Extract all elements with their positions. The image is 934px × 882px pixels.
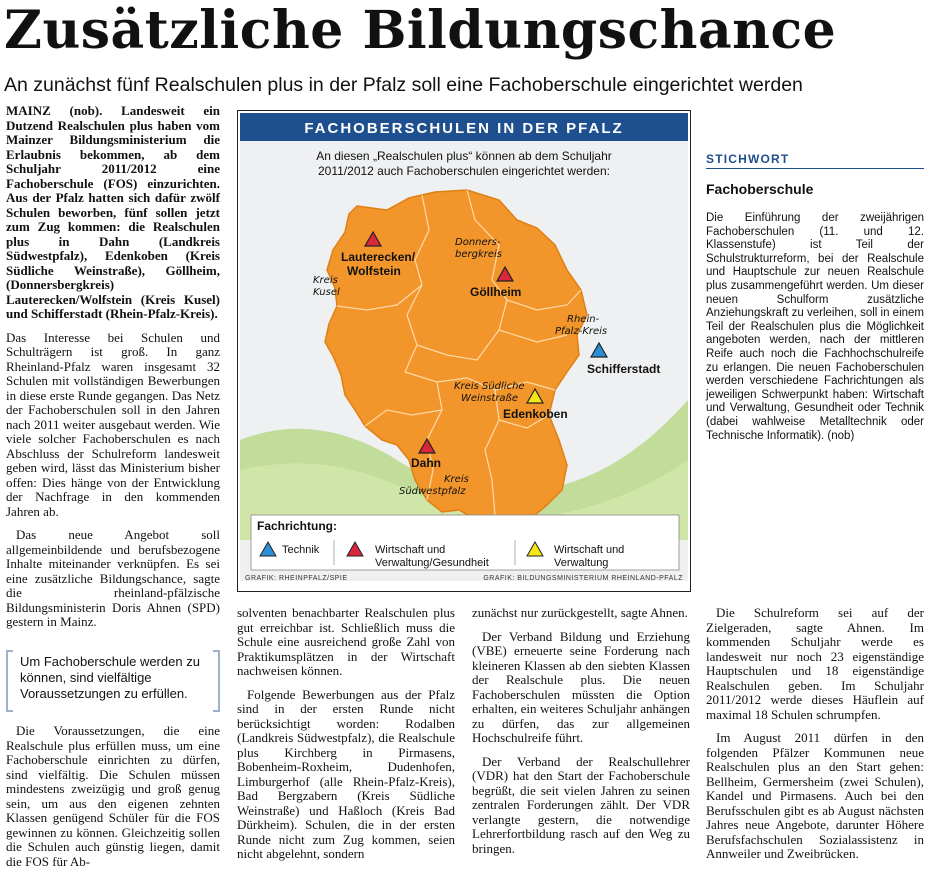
paragraph: zunächst nur zurückgestellt, sagte Ahnen. [472, 605, 688, 620]
paragraph: Folgende Bewerbungen aus der Pfalz sind in der ersten Runde nicht berücksichtigt worden: Rodalben (Landkreis Südwestpfalz), die Realschule plus Kirchberg in Pirmasens, Bobenheim-Roxheim, Dudenhofen, Limburgerhof (alle Rhein-Pfalz-Kreis), Bad Bergzabern (Kreis Südliche Weinstraße) und Haßloch (Kreis Bad Dürkheim). Schulen, die in der ersten Runde nicht zum Zug kommen, seien nicht abgelehnt, sondern [237, 686, 455, 861]
legend-technik-label: Technik [282, 544, 320, 556]
legend-wirtschaft-technik-label-2: Verwaltung [554, 557, 609, 569]
legend-wirtschaft-label-2: Verwaltung/Gesundheit [375, 557, 489, 569]
paragraph: Im August 2011 dürfen in den folgenden Pfälzer Kommunen neue Realschulen plus an den Start gehen: Bellheim, Germersheim (zwei Schulen), Kandel und Pirmasens. Auch bei den Berufsschulen gibt es ab August nächsten Jahres neue Angebote, darunter Höhere Berufsfachschulen Sozialassistenz in Annweiler und Zweibrücken. [706, 730, 924, 861]
stichwort-title: Fachoberschule [706, 181, 814, 197]
subheadline: An zunächst fünf Realschulen plus in der Pfalz soll eine Fachoberschule eingerichtet werden [4, 74, 803, 96]
stichwort-label: STICHWORT [706, 152, 790, 166]
paragraph: Das neue Angebot soll allgemeinbildende und berufsbezogene Inhalte miteinander verknüpfen. Es sei eine zusätzliche Bildungschance, sagte die rheinland-pfälzische Bildungsministerin Doris Ahnen (SPD) gestern in Mainz. [6, 527, 220, 629]
district-label-rheinpfalz: Rhein- [567, 314, 600, 325]
district-label-suedwest-2: Südwestpfalz [399, 486, 466, 497]
district-label-kusel-2: Kusel [313, 287, 340, 298]
lead-paragraph [6, 104, 220, 322]
school-label-wolfstein: Wolfstein [347, 264, 401, 278]
school-label-lauterecken: Lauterecken/ [341, 250, 416, 264]
map-svg [237, 110, 691, 592]
paragraph: Der Verband der Realschullehrer (VDR) hat den Start der Fachoberschule begrüßt, die seit vielen Jahren zu seinen zentralen Forderungen zählt. Der VDR verlangte gestern, die notwendige Lehrerfortbildung rasch auf den Weg zu bringen. [472, 753, 690, 856]
district-label-rheinpfalz-2: Pfalz-Kreis [555, 326, 608, 337]
quote-bracket-right [213, 650, 220, 712]
paragraph: Das Interesse bei Schulen und Schulträgern ist groß. In ganz Rheinland-Pfalz waren insgesamt 32 Schulen mit vollständigen Bewerbungen in diese erste Runde gegangen. Das Netz der Fachoberschulen soll in den Jahren nach 2011 weiter ausgebaut werden. Wie viele solcher Fachoberschulen es nach Abschluss der Schulreform landesweit geben wird, lässt das Ministerium bisher offen: Dies hänge von der Entwicklung der Nachfrage in den kommenden Jahren ab. [6, 329, 220, 519]
legend-wirtschaft-technik-label-1: Wirtschaft und [554, 544, 625, 556]
paragraph: Die Voraussetzungen, die eine Realschule plus erfüllen muss, um eine Fachoberschule einrichten zu dürfen, sind vielfältig. Die Schulen müssen mindestens zweizügig und groß genug sein, um aus den eigenen zehnten Klassen genügend Schüler für die FOS gewinnen zu können. Gleichzeitig sollen die Schulen auch günstig liegen, damit die FOS für Ab- [6, 723, 220, 869]
article-column-1-continued [6, 724, 220, 878]
district-label-suedliche: Kreis Südliche [454, 381, 525, 392]
credit-right: GRAFIK: BILDUNGSMINISTERIUM RHEINLAND-PFALZ [483, 575, 683, 582]
graphic-title: FACHOBERSCHULEN IN DER PFALZ [304, 120, 624, 137]
article-column-2 [237, 606, 455, 871]
map-graphic [237, 110, 691, 592]
paragraph: solventen benachbarter Realschulen plus gut erreichbar ist. Schließlich muss die Schule eine ausreichend große Zahl von Praktikumsplätzen in der Wirtschaft nachweisen können. [237, 605, 455, 678]
dateline: MAINZ [6, 103, 51, 118]
article-column-4 [706, 606, 924, 871]
district-label-donnersberg: Donners- [455, 237, 501, 248]
article-column-3 [472, 606, 690, 865]
school-label-dahn: Dahn [411, 456, 441, 470]
headline: Zusätzliche Bildungschance [4, 0, 837, 61]
paragraph: Der Verband Bildung und Erziehung (VBE) erneuerte seine Forderung nach kleineren Klassen ab den siebten Klassen der Realschule plus. Die neuen Fachoberschulen müssten die Option erhalten, ein weiteres Schuljahr anhängen zu dürfen, das zur allgemeinen Hochschulreife führt. [472, 628, 690, 745]
pull-quote [6, 650, 220, 712]
legend-heading: Fachrichtung: [257, 519, 337, 533]
paragraph: Die Schulreform sei auf der Zielgeraden, sagte Ahnen. Im kommenden Schuljahr werde es landesweit nur noch 23 eigenständige Hauptschulen und 18 eigenständige Realschulen geben. Im Schuljahr 2011/2012 werde dieses Häuflein auf maximal 18 Schulen schrumpfen. [706, 605, 924, 722]
quote-bracket-left [6, 650, 13, 712]
school-label-edenkoben: Edenkoben [503, 407, 568, 421]
district-label-suedwest: Kreis [444, 474, 469, 485]
legend-wirtschaft-label-1: Wirtschaft und [375, 544, 446, 556]
district-label-suedliche-2: Weinstraße [461, 393, 518, 404]
stichwort-text: Die Einführung der zweijährigen Fachoberschulen (11. und 12. Klassenstufe) ist Teil der Schulstrukturreform, bei der Realschule und Hauptschule zur neuen Realschule plus zusammengeführt werden. Um dieser neuen Schulform zusätzliche Anziehungskraft zu verleihen, soll in einem Teil der Realschulen plus die Möglichkeit angeboten werden, nach der mittleren Reife auch noch die Fachhochschulreife zu erlangen. Die neuen Fachoberschulen werden verschiedene Fachrichtungen als jeweiligen Schwerpunkt haben: Wirtschaft und Verwaltung, Gesundheit oder Technik (dabei wahlweise Metalltechnik oder Technische Informatik). (nob) [706, 212, 924, 442]
district-label-kusel: Kreis [313, 275, 338, 286]
lead-text: (nob). Landesweit ein Dutzend Realschulen plus haben vom Mainzer Bildungsministerium die Erlaubnis bekommen, ab dem Schuljahr 2011/2012 eine Fachoberschule (FOS) einzurichten. Aus der Pfalz hatten sich dafür zwölf Schulen beworben, fünf sollen jetzt zum Zug kommen: die Realschulen plus in Dahn (Landkreis Südwestpfalz), Edenkoben (Kreis Südliche Weinstraße), Göllheim, (Donnersbergkreis) Lauterecken/Wolfstein (Kreis Kusel) und Schifferstadt (Rhein-Pfalz-Kreis). [6, 103, 220, 321]
graphic-subtitle-1: An diesen „Realschulen plus“ können ab dem Schuljahr [316, 149, 612, 163]
article-column-1 [6, 104, 220, 639]
stichwort-rule [706, 168, 924, 169]
credit-left: GRAFIK: RHEINPFALZ/SPIE [245, 575, 348, 582]
school-label-schifferstadt: Schifferstadt [587, 362, 661, 376]
graphic-subtitle-2: 2011/2012 auch Fachoberschulen eingerichtet werden: [318, 164, 610, 178]
pull-quote-text: Um Fachoberschule werden zu können, sind vielfältige Voraussetzungen zu erfüllen. [20, 654, 200, 701]
district-label-donnersberg-2: bergkreis [455, 249, 503, 260]
school-label-goellheim: Göllheim [470, 285, 522, 299]
